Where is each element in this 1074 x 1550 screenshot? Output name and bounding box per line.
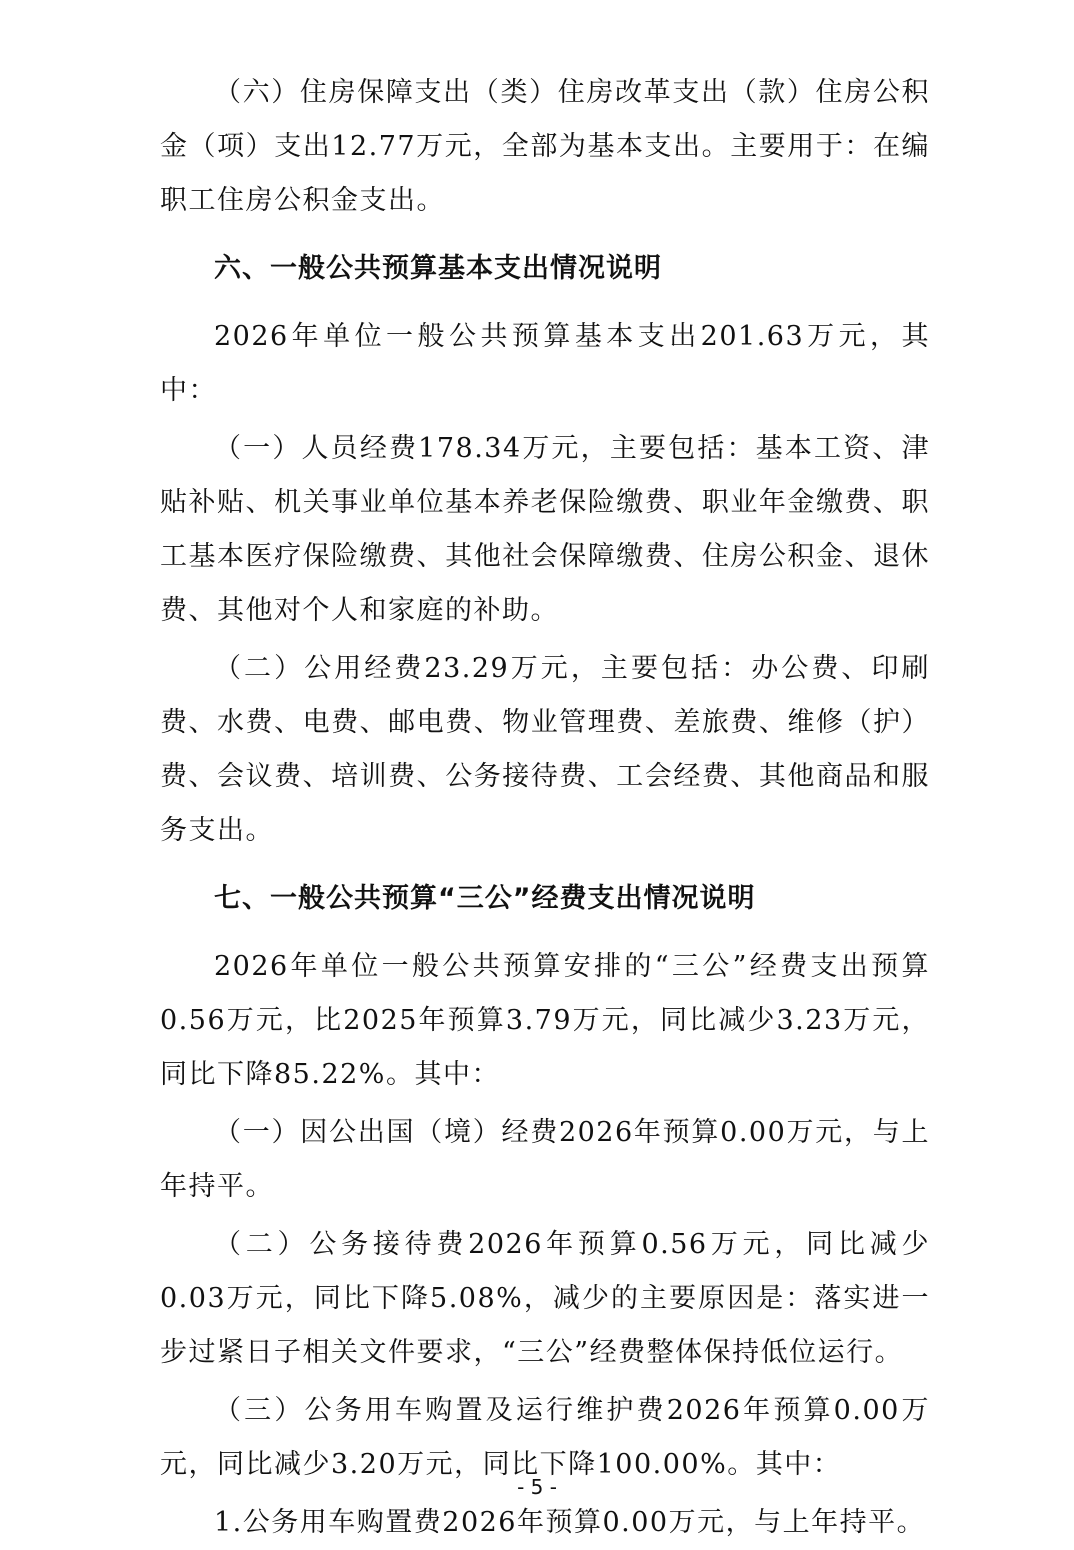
paragraph-basic-expenditure: 2026年单位一般公共预算基本支出201.63万元，其中：: [160, 321, 930, 406]
section-heading-6: 六、一般公共预算基本支出情况说明: [214, 253, 662, 284]
document-body: [160, 66, 930, 1550]
paragraph-three-public-total: 2026年单位一般公共预算安排的“三公”经费支出预算0.56万元，比2025年预算3.79万元，同比减少3.23万元，同比下降85.22%。其中：: [160, 951, 930, 1090]
section-heading-7: 七、一般公共预算“三公”经费支出情况说明: [214, 883, 756, 914]
paragraph-official-reception: （二）公务接待费2026年预算0.56万元，同比减少0.03万元，同比下降5.08%，减少的主要原因是：落实进一步过紧日子相关文件要求，“三公”经费整体保持低位运行。: [160, 1229, 930, 1368]
paragraph-public-expenses: （二）公用经费23.29万元，主要包括：办公费、印刷费、水费、电费、邮电费、物业管理费、差旅费、维修（护）费、会议费、培训费、公务接待费、工会经费、其他商品和服务支出。: [160, 653, 930, 846]
paragraph-official-vehicles: （三）公务用车购置及运行维护费2026年预算0.00万元，同比减少3.20万元，同比下降100.00%。其中：: [160, 1395, 930, 1480]
paragraph-personnel-expenses: （一）人员经费178.34万元，主要包括：基本工资、津贴补贴、机关事业单位基本养老保险缴费、职业年金缴费、职工基本医疗保险缴费、其他社会保障缴费、住房公积金、退休费、其他对个人和家庭的补助。: [160, 433, 930, 626]
paragraph-housing-fund: （六）住房保障支出（类）住房改革支出（款）住房公积金（项）支出12.77万元，全部为基本支出。主要用于：在编职工住房公积金支出。: [160, 77, 930, 216]
paragraph-overseas-travel: （一）因公出国（境）经费2026年预算0.00万元，与上年持平。: [160, 1117, 930, 1202]
paragraph-vehicle-purchase: 1.公务用车购置费2026年预算0.00万元，与上年持平。: [214, 1507, 926, 1538]
page-number: - 5 -: [517, 1475, 557, 1499]
